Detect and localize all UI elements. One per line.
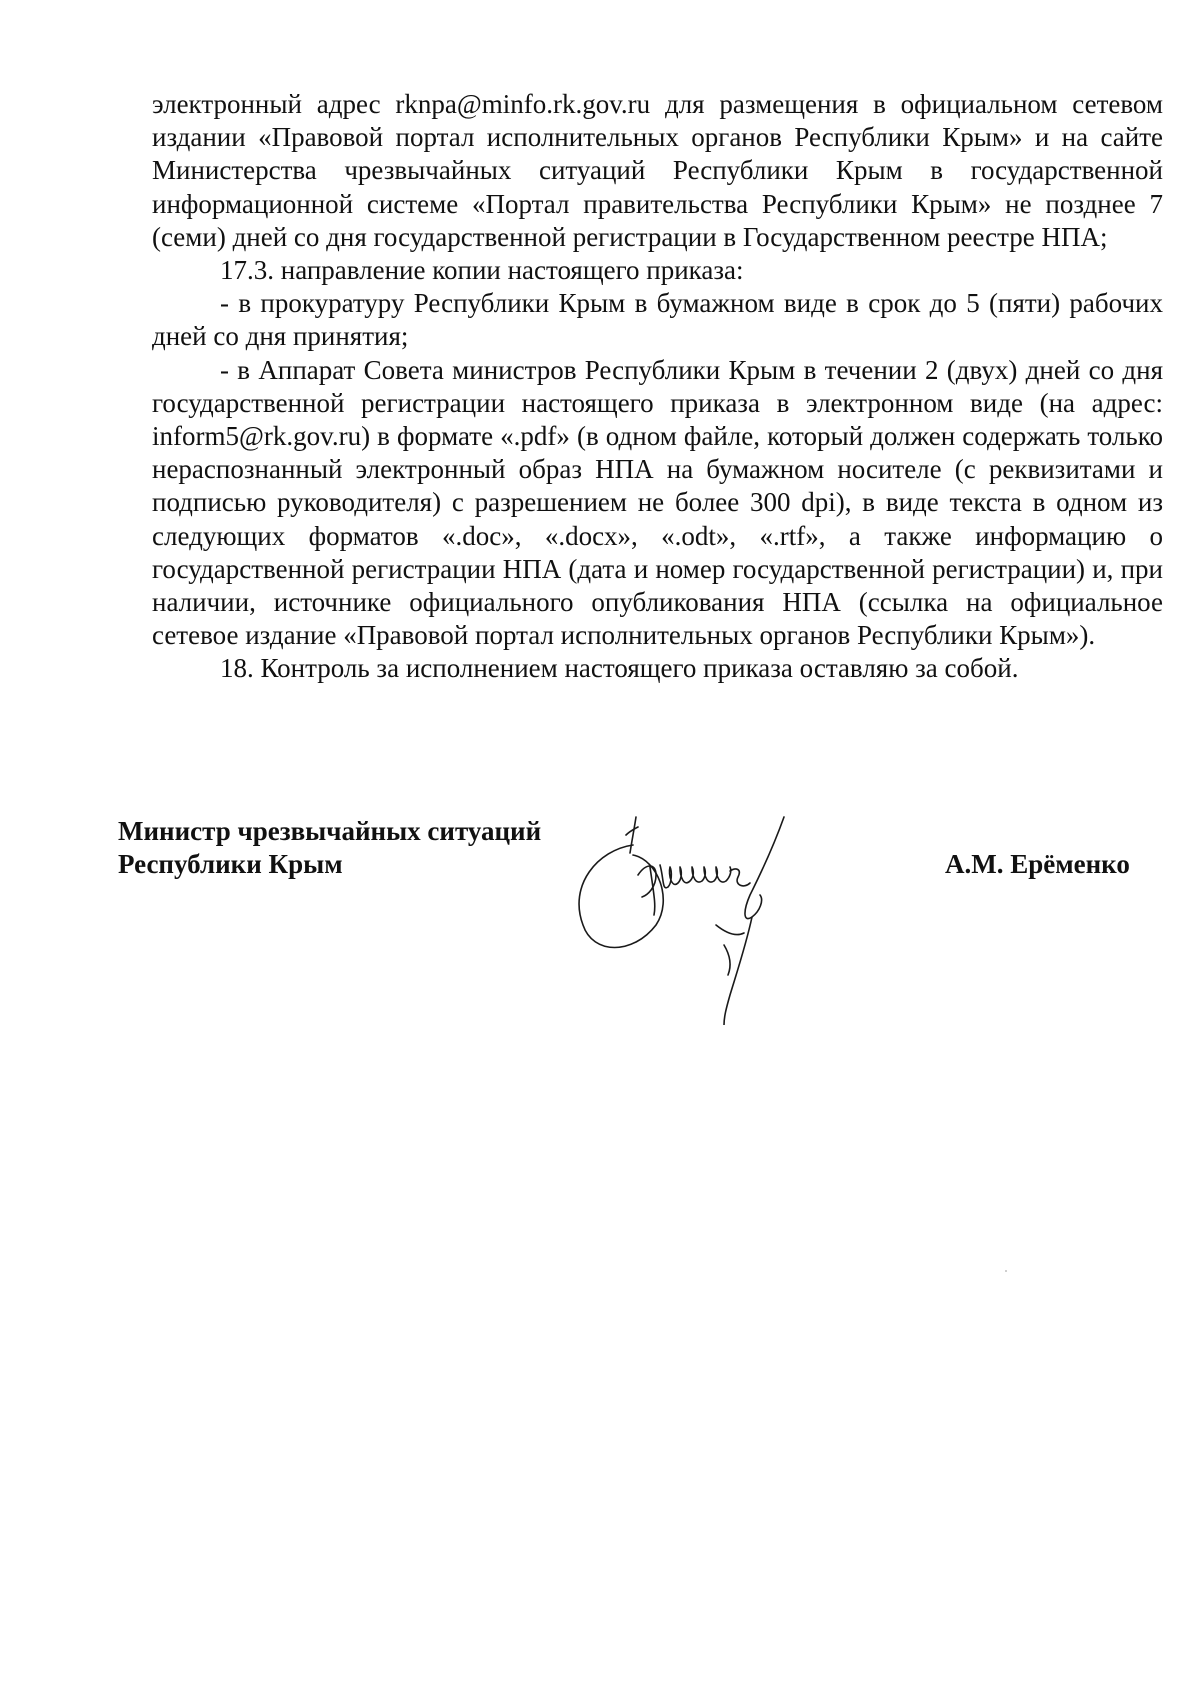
- handwritten-signature: [538, 805, 858, 1025]
- signer-title-line-1: Министр чрезвычайных ситуаций: [118, 816, 542, 846]
- paragraph-18-control: 18. Контроль за исполнением настоящего приказа оставляю за собой.: [220, 653, 1019, 684]
- paragraph-17-3: 17.3. направление копии настоящего приказа:: [220, 255, 744, 286]
- paragraph-council-apparatus: - в Аппарат Совета министров Республики Крым в течении 2 (двух) дней со дня государственной регистрации настоящего приказа в электронном виде (на адрес: inform5@rk.gov.ru) в формате «.pdf» (в одном файле, который должен содержать только нераспознанный электронный образ НПА на бумажном носителе (с реквизитами и подписью руководителя) с разрешением не более 300 dpi), в виде текста в одном из следующих форматов «.doc», «.docx», «.odt», «.rtf», а также информацию о государственной регистрации НПА (дата и номер государственной регистрации) и, при наличии, источнике официального опубликования НПА (ссылка на официальное сетевое издание «Правовой портал исполнительных органов Республики Крым»).: [152, 354, 1163, 651]
- scan-artifact: [1005, 1270, 1007, 1272]
- document-body: [152, 88, 1163, 686]
- signer-title-line-2: Республики Крым: [118, 849, 343, 879]
- signer-name: А.М. Ерёменко: [945, 849, 1130, 879]
- paragraph-email-publication: электронный адрес rknpa@minfo.rk.gov.ru для размещения в официальном сетевом издании «Правовой портал исполнительных органов Республики Крым» и на сайте Министерства чрезвычайных ситуаций Республики Крым в государственной информационной системе «Портал правительства Республики Крым» не позднее 7 (семи) дней со дня государственной регистрации в Государственном реестре НПА;: [152, 89, 1163, 252]
- paragraph-prosecutor: - в прокуратуру Республики Крым в бумажном виде в срок до 5 (пяти) рабочих дней со дня принятия;: [152, 288, 1163, 352]
- signer-title: [118, 815, 541, 881]
- signature-block: [118, 815, 1168, 1015]
